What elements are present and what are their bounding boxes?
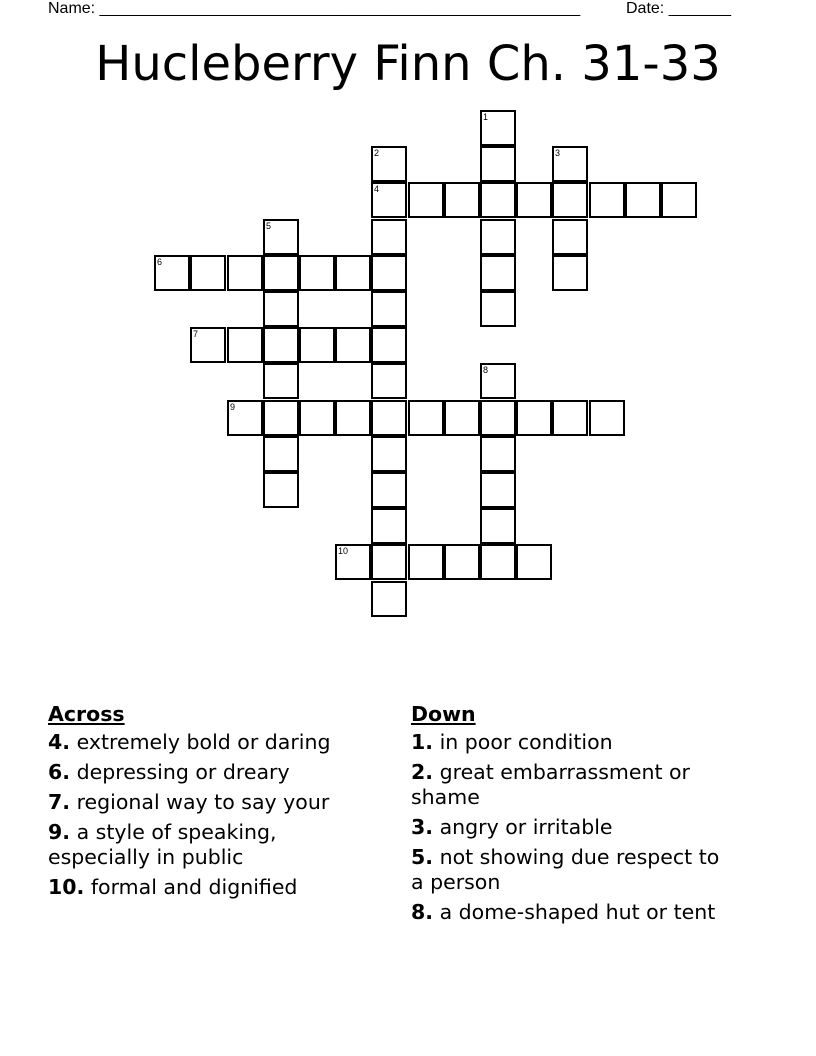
crossword-cell[interactable] bbox=[263, 472, 299, 508]
crossword-cell[interactable] bbox=[263, 327, 299, 363]
crossword-cell[interactable] bbox=[154, 255, 190, 291]
crossword-cell[interactable] bbox=[589, 400, 625, 436]
crossword-cell[interactable] bbox=[190, 327, 226, 363]
crossword-cell[interactable] bbox=[371, 146, 407, 182]
clue-number: 3. bbox=[411, 815, 434, 839]
crossword-cell[interactable] bbox=[335, 400, 371, 436]
clue-text: angry or irritable bbox=[433, 815, 613, 839]
crossword-cell[interactable] bbox=[552, 400, 588, 436]
clue-number-label: 1 bbox=[483, 112, 489, 122]
clue-number: 5. bbox=[411, 845, 434, 869]
page-title: Hucleberry Finn Ch. 31-33 bbox=[95, 36, 721, 92]
crossword-cell[interactable] bbox=[480, 544, 516, 580]
crossword-cell[interactable] bbox=[480, 146, 516, 182]
crossword-cell[interactable] bbox=[190, 255, 226, 291]
name-field-label: Name: ______________________________________________________ bbox=[48, 0, 581, 17]
across-clue bbox=[48, 790, 378, 815]
down-clue bbox=[411, 845, 731, 895]
crossword-cell[interactable] bbox=[552, 255, 588, 291]
crossword-cell[interactable] bbox=[480, 472, 516, 508]
crossword-cell[interactable] bbox=[480, 363, 516, 399]
crossword-cell[interactable] bbox=[480, 110, 516, 146]
crossword-cell[interactable] bbox=[552, 219, 588, 255]
crossword-cell[interactable] bbox=[299, 400, 335, 436]
clue-number-label: 5 bbox=[266, 221, 272, 231]
clue-text: in poor condition bbox=[433, 730, 613, 754]
clue-number: 7. bbox=[48, 790, 71, 814]
crossword-cell[interactable] bbox=[335, 255, 371, 291]
crossword-cell[interactable] bbox=[661, 182, 697, 218]
clue-number-label: 8 bbox=[483, 365, 489, 375]
clue-text: not showing due respect to a person bbox=[411, 845, 720, 894]
down-clue bbox=[411, 760, 731, 810]
across-clue bbox=[48, 875, 378, 900]
crossword-cell[interactable] bbox=[444, 544, 480, 580]
down-clue bbox=[411, 730, 731, 755]
down-heading: Down bbox=[411, 702, 476, 726]
crossword-cell[interactable] bbox=[480, 219, 516, 255]
crossword-cell[interactable] bbox=[480, 255, 516, 291]
crossword-cell[interactable] bbox=[371, 508, 407, 544]
crossword-cell[interactable] bbox=[516, 182, 552, 218]
crossword-cell[interactable] bbox=[371, 291, 407, 327]
crossword-cell[interactable] bbox=[552, 146, 588, 182]
crossword-cell[interactable] bbox=[371, 400, 407, 436]
crossword-cell[interactable] bbox=[263, 255, 299, 291]
clue-text: a style of speaking, especially in public bbox=[48, 820, 277, 869]
crossword-cell[interactable] bbox=[408, 182, 444, 218]
across-clue bbox=[48, 820, 378, 870]
clue-number-label: 7 bbox=[193, 329, 199, 339]
date-field-label: Date: _______ bbox=[626, 0, 731, 17]
crossword-cell[interactable] bbox=[335, 544, 371, 580]
across-clues bbox=[48, 702, 378, 905]
crossword-cell[interactable] bbox=[480, 508, 516, 544]
crossword-cell[interactable] bbox=[480, 291, 516, 327]
down-clue bbox=[411, 900, 731, 925]
crossword-cell[interactable] bbox=[263, 400, 299, 436]
clue-text: a dome-shaped hut or tent bbox=[433, 900, 716, 924]
crossword-cell[interactable] bbox=[408, 400, 444, 436]
crossword-cell[interactable] bbox=[371, 363, 407, 399]
crossword-cell[interactable] bbox=[516, 400, 552, 436]
crossword-cell[interactable] bbox=[263, 291, 299, 327]
down-clues bbox=[411, 702, 731, 930]
clue-text: great embarrassment or shame bbox=[411, 760, 690, 809]
clue-number: 2. bbox=[411, 760, 434, 784]
clue-text: depressing or dreary bbox=[70, 760, 290, 784]
crossword-cell[interactable] bbox=[371, 436, 407, 472]
across-clue bbox=[48, 730, 378, 755]
crossword-cell[interactable] bbox=[516, 544, 552, 580]
clue-number-label: 6 bbox=[157, 257, 163, 267]
clue-number: 9. bbox=[48, 820, 71, 844]
crossword-cell[interactable] bbox=[371, 219, 407, 255]
crossword-cell[interactable] bbox=[227, 400, 263, 436]
crossword-cell[interactable] bbox=[227, 327, 263, 363]
crossword-cell[interactable] bbox=[371, 472, 407, 508]
crossword-cell[interactable] bbox=[299, 327, 335, 363]
crossword-cell[interactable] bbox=[371, 327, 407, 363]
clue-number: 4. bbox=[48, 730, 71, 754]
clue-number-label: 4 bbox=[374, 184, 380, 194]
clue-number: 1. bbox=[411, 730, 434, 754]
crossword-cell[interactable] bbox=[589, 182, 625, 218]
clue-number: 8. bbox=[411, 900, 434, 924]
crossword-cell[interactable] bbox=[408, 544, 444, 580]
crossword-cell[interactable] bbox=[335, 327, 371, 363]
across-heading: Across bbox=[48, 702, 125, 726]
crossword-cell[interactable] bbox=[552, 182, 588, 218]
crossword-cell[interactable] bbox=[371, 581, 407, 617]
crossword-cell[interactable] bbox=[371, 544, 407, 580]
down-clue bbox=[411, 815, 731, 840]
crossword-cell[interactable] bbox=[227, 255, 263, 291]
crossword-cell[interactable] bbox=[371, 255, 407, 291]
crossword-cell[interactable] bbox=[371, 182, 407, 218]
crossword-cell[interactable] bbox=[625, 182, 661, 218]
across-clue bbox=[48, 760, 378, 785]
clue-number-label: 9 bbox=[230, 402, 236, 412]
crossword-cell[interactable] bbox=[263, 436, 299, 472]
clue-text: regional way to say your bbox=[70, 790, 330, 814]
crossword-cell[interactable] bbox=[444, 182, 480, 218]
clue-text: extremely bold or daring bbox=[70, 730, 331, 754]
clue-number-label: 3 bbox=[555, 148, 561, 158]
clue-number-label: 2 bbox=[374, 148, 380, 158]
crossword-cell[interactable] bbox=[263, 219, 299, 255]
clue-text: formal and dignified bbox=[84, 875, 298, 899]
clue-number: 6. bbox=[48, 760, 71, 784]
clue-number: 10. bbox=[48, 875, 85, 899]
crossword-cell[interactable] bbox=[480, 182, 516, 218]
crossword-cell[interactable] bbox=[480, 400, 516, 436]
crossword-cell[interactable] bbox=[263, 363, 299, 399]
crossword-cell[interactable] bbox=[299, 255, 335, 291]
crossword-cell[interactable] bbox=[480, 436, 516, 472]
crossword-cell[interactable] bbox=[444, 400, 480, 436]
clue-number-label: 10 bbox=[338, 546, 349, 556]
